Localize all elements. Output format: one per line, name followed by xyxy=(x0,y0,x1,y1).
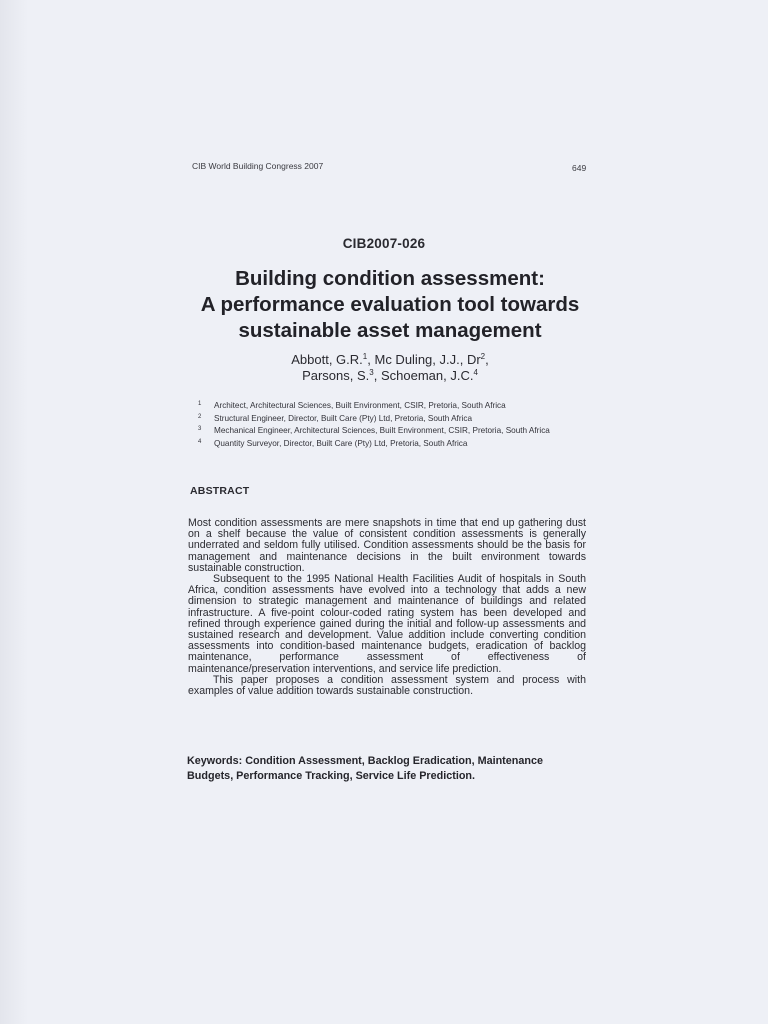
keywords: Keywords: Condition Assessment, Backlog Eradication, Maintenance Budgets, Performance Tracking, Service Life Prediction. xyxy=(187,755,543,782)
affil-marker: 3 xyxy=(369,368,374,377)
affiliation-text: Structural Engineer, Director, Built Care (Pty) Ltd, Pretoria, South Africa xyxy=(214,413,473,423)
abstract-paragraph: This paper proposes a condition assessment system and process with examples of value addition towards sustainable construction. xyxy=(188,673,586,698)
running-header: CIB World Building Congress 2007 xyxy=(192,161,324,171)
author-line xyxy=(0,368,768,384)
paper-id: CIB2007-026 xyxy=(342,236,426,251)
affiliation-number: 2 xyxy=(198,413,202,420)
affil-marker: 2 xyxy=(480,352,486,361)
affiliation-list xyxy=(198,400,588,450)
abstract-body xyxy=(188,518,586,697)
author-line xyxy=(0,352,768,368)
abstract-heading: ABSTRACT xyxy=(190,485,250,497)
author-separator: , xyxy=(485,352,489,367)
affil-marker: 1 xyxy=(362,352,368,361)
affiliation-number: 1 xyxy=(198,401,202,407)
affiliation-text: Architect, Architectural Sciences, Built Environment, CSIR, Pretoria, South Africa xyxy=(214,401,506,410)
affiliation-text: Quantity Surveyor, Director, Built Care (Pty) Ltd, Pretoria, South Africa xyxy=(214,438,468,448)
author-name: Abbott, G.R. xyxy=(291,352,363,367)
title-line: A performance evaluation tool towards xyxy=(200,293,580,316)
title-line: sustainable asset management xyxy=(238,319,542,342)
author-name: Schoeman, J.C. xyxy=(380,368,474,383)
author-name: Mc Duling, J.J., Dr xyxy=(374,352,481,367)
paper-title xyxy=(0,266,768,344)
page-number: 649 xyxy=(572,163,587,173)
affiliation-item xyxy=(198,438,588,451)
author-separator: , xyxy=(373,368,381,383)
affiliation-number: 4 xyxy=(198,438,202,445)
abstract-paragraph: Subsequent to the 1995 National Health Facilities Audit of hospitals in South Africa, condition assessments have evolved into a technology that adds a new dimension to strategic management and maintenance of buildings and related infrastructure. A five-point colour-coded rating system has been developed and refined through experience gained during the initial and follow-up assessments and sustained research and development. Value addition include converting condition assessments into condition-based maintenance budgets, eradication of backlog maintenance, performance assessment of effectiveness of maintenance/preservation interventions, and service life prediction. xyxy=(188,573,586,675)
title-line: Building condition assessment: xyxy=(235,267,545,290)
affiliation-text: Mechanical Engineer, Architectural Sciences, Built Environment, CSIR, Pretoria, South Africa xyxy=(214,426,550,435)
affiliation-item xyxy=(198,400,588,413)
author-separator: , xyxy=(367,352,375,367)
affiliation-item xyxy=(198,425,588,438)
author-list xyxy=(0,352,768,384)
affiliation-item xyxy=(198,413,588,426)
affiliation-number: 3 xyxy=(198,426,202,432)
author-name: Parsons, S. xyxy=(302,368,370,383)
affil-marker: 4 xyxy=(473,368,478,377)
abstract-paragraph: Most condition assessments are mere snapshots in time that end up gathering dust on a shelf because the value of consistent condition assessments is generally underrated and seldom fully utilised. Condition assessments should be the basis for management and maintenance decisions in the built environment towards sustainable construction. xyxy=(188,517,586,574)
